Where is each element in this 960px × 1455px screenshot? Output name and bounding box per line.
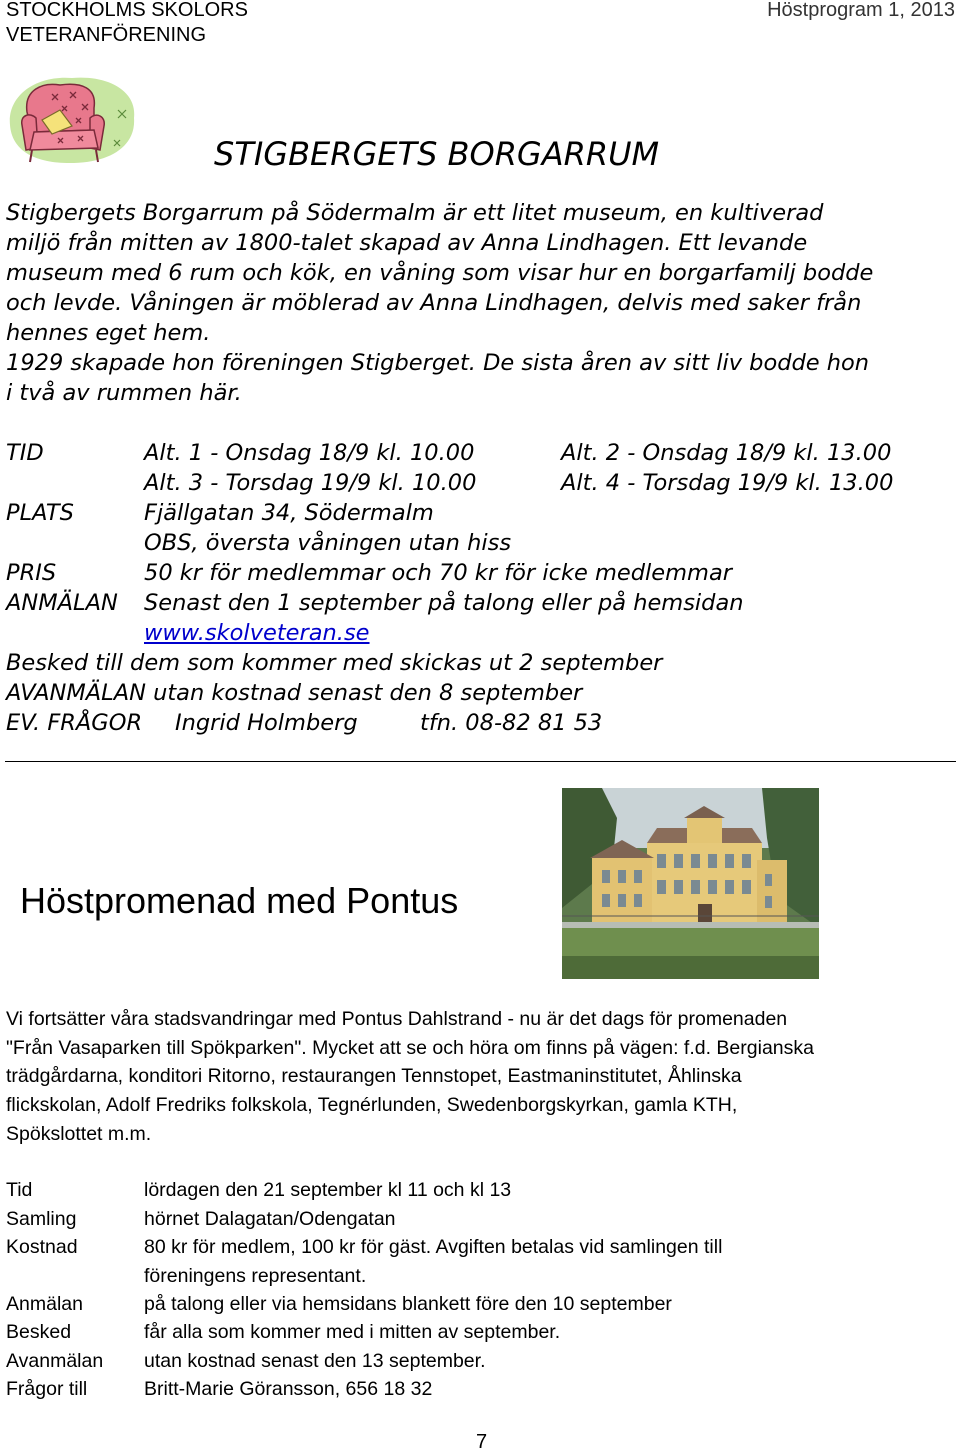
program-label: Höstprogram 1, 2013 bbox=[767, 0, 955, 21]
fragor-name: Ingrid Holmberg bbox=[175, 710, 358, 736]
body-line: flickskolan, Adolf Fredriks folkskola, Tegnérlunden, Swedenborgskyrkan, gamla KTH, bbox=[6, 1094, 738, 1116]
plats-value: Fjällgatan 34, Södermalm bbox=[144, 500, 434, 526]
anmalan-value: Senast den 1 september på talong eller på hemsidan bbox=[144, 590, 744, 616]
info-value: får alla som kommer med i mitten av september. bbox=[144, 1321, 561, 1343]
info-value: föreningens representant. bbox=[144, 1265, 367, 1287]
body-line: "Från Vasaparken till Spökparken". Mycket att se och höra om finns på vägen: f.d. Bergianska bbox=[6, 1037, 814, 1059]
pris-value: 50 kr för medlemmar och 70 kr för icke medlemmar bbox=[144, 560, 732, 586]
info-label: Anmälan bbox=[6, 1293, 83, 1315]
info-label: Besked bbox=[6, 1321, 72, 1343]
info-value: Britt-Marie Göransson, 656 18 32 bbox=[144, 1378, 433, 1400]
anmalan-label: ANMÄLAN bbox=[6, 590, 118, 616]
plats-label: PLATS bbox=[6, 500, 74, 526]
intro-line: i två av rummen här. bbox=[6, 380, 242, 406]
page-number: 7 bbox=[476, 1431, 488, 1453]
pris-label: PRIS bbox=[6, 560, 57, 586]
website-link[interactable]: www.skolveteran.se bbox=[144, 620, 370, 646]
section-divider bbox=[5, 761, 956, 762]
fragor-label: EV. FRÅGOR bbox=[6, 710, 143, 736]
info-value: lördagen den 21 september kl 11 och kl 13 bbox=[144, 1179, 512, 1201]
org-name-line2: VETERANFÖRENING bbox=[6, 24, 207, 46]
avanmalan-text: AVANMÄLAN utan kostnad senast den 8 september bbox=[6, 680, 583, 706]
info-value: utan kostnad senast den 13 september. bbox=[144, 1350, 486, 1372]
body-line: Spökslottet m.m. bbox=[6, 1123, 152, 1145]
yellow-manor-building-photo bbox=[562, 788, 819, 979]
intro-line: hennes eget hem. bbox=[6, 320, 211, 346]
intro-line: miljö från mitten av 1800-talet skapad av Anna Lindhagen. Ett levande bbox=[6, 230, 808, 256]
event1-title: STIGBERGETS BORGARRUM bbox=[214, 135, 660, 173]
alt4-time: Alt. 4 - Torsdag 19/9 kl. 13.00 bbox=[561, 470, 894, 496]
tid-label: TID bbox=[6, 440, 44, 466]
info-label: Frågor till bbox=[6, 1378, 88, 1400]
body-line: trädgårdarna, konditori Ritorno, restaurangen Tennstopet, Eastmaninstitutet, Åhlinska bbox=[6, 1065, 742, 1087]
body-line: Vi fortsätter våra stadsvandringar med Pontus Dahlstrand - nu är det dags för promenaden bbox=[6, 1008, 788, 1030]
intro-line: och levde. Våningen är möblerad av Anna Lindhagen, delvis med saker från bbox=[6, 290, 862, 316]
alt1-time: Alt. 1 - Onsdag 18/9 kl. 10.00 bbox=[144, 440, 475, 466]
intro-line: 1929 skapade hon föreningen Stigberget. De sista åren av sitt liv bodde hon bbox=[6, 350, 870, 376]
info-value: 80 kr för medlem, 100 kr för gäst. Avgiften betalas vid samlingen till bbox=[144, 1236, 723, 1258]
fragor-phone: tfn. 08-82 81 53 bbox=[420, 710, 603, 736]
event2-title: Höstpromenad med Pontus bbox=[20, 880, 459, 921]
org-name-line1: STOCKHOLMS SKOLORS bbox=[6, 0, 248, 21]
info-label: Kostnad bbox=[6, 1236, 78, 1258]
intro-line: Stigbergets Borgarrum på Södermalm är ett litet museum, en kultiverad bbox=[6, 200, 824, 226]
armchair-icon bbox=[2, 70, 142, 170]
plats-note: OBS, översta våningen utan hiss bbox=[144, 530, 512, 556]
info-label: Tid bbox=[6, 1179, 33, 1201]
alt3-time: Alt. 3 - Torsdag 19/9 kl. 10.00 bbox=[144, 470, 477, 496]
info-value: hörnet Dalagatan/Odengatan bbox=[144, 1208, 396, 1230]
intro-line: museum med 6 rum och kök, en våning som visar hur en borgarfamilj bodde bbox=[6, 260, 874, 286]
info-label: Samling bbox=[6, 1208, 77, 1230]
info-value: på talong eller via hemsidans blankett före den 10 september bbox=[144, 1293, 672, 1315]
alt2-time: Alt. 2 - Onsdag 18/9 kl. 13.00 bbox=[561, 440, 892, 466]
info-label: Avanmälan bbox=[6, 1350, 104, 1372]
besked-text: Besked till dem som kommer med skickas ut 2 september bbox=[6, 650, 663, 676]
